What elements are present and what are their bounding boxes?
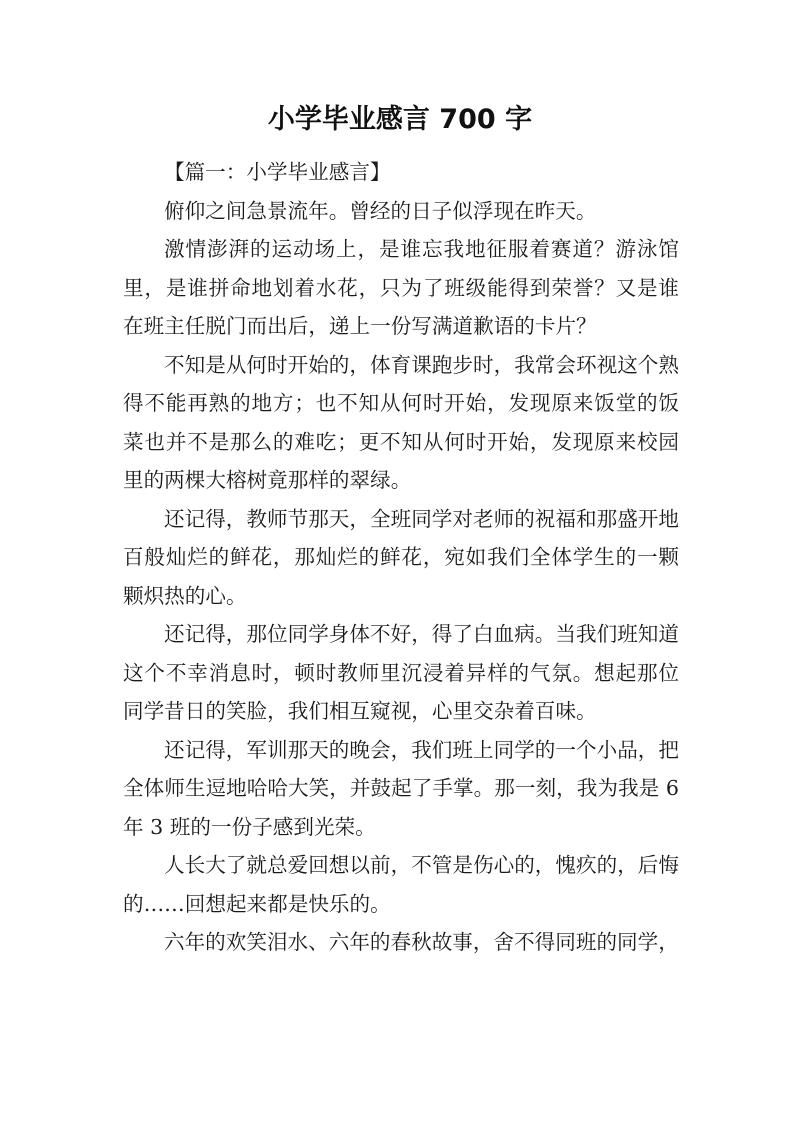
- paragraph: 人长大了就总爱回想以前，不管是伤心的，愧疚的，后悔的……回想起来都是快乐的。: [123, 853, 679, 916]
- paragraph: 不知是从何时开始的，体育课跑步时，我常会环视这个熟得不能再熟的地方；也不知从何时开始，发现原来饭堂的饭菜也并不是那么的难吃；更不知从何时开始，发现原来校园里的两棵大榕树竟那样的翠绿。: [123, 352, 679, 492]
- paragraph: 六年的欢笑泪水、六年的春秋故事，舍不得同班的同学，: [164, 930, 679, 954]
- paragraph: 还记得，那位同学身体不好，得了白血病。当我们班知道这个不幸消息时，顿时教师里沉浸着异样的气氛。想起那位同学昔日的笑脸，我们相互窥视，心里交杂着百味。: [123, 622, 679, 723]
- document-title: 小学毕业感言 700 字: [267, 104, 533, 135]
- section-heading: 【篇一：小学毕业感言】: [164, 160, 391, 184]
- paragraph: 俯仰之间急景流年。曾经的日子似浮现在昨天。: [164, 198, 597, 223]
- paragraph: 激情澎湃的运动场上，是谁忘我地征服着赛道？游泳馆里，是谁拼命地划着水花，只为了班级能得到荣誉？又是谁在班主任脱门而出后，递上一份写满道歉语的卡片？: [123, 237, 679, 338]
- paragraph: 还记得，教师节那天，全班同学对老师的祝福和那盛开地百般灿烂的鲜花，那灿烂的鲜花，宛如我们全体学生的一颗颗炽热的心。: [123, 506, 679, 608]
- paragraph: 还记得，军训那天的晚会，我们班上同学的一个小品，把全体师生逗地哈哈大笑，并鼓起了手掌。那一刻，我为我是 6 年 3 班的一份子感到光荣。: [123, 737, 679, 839]
- document-body: [123, 153, 679, 962]
